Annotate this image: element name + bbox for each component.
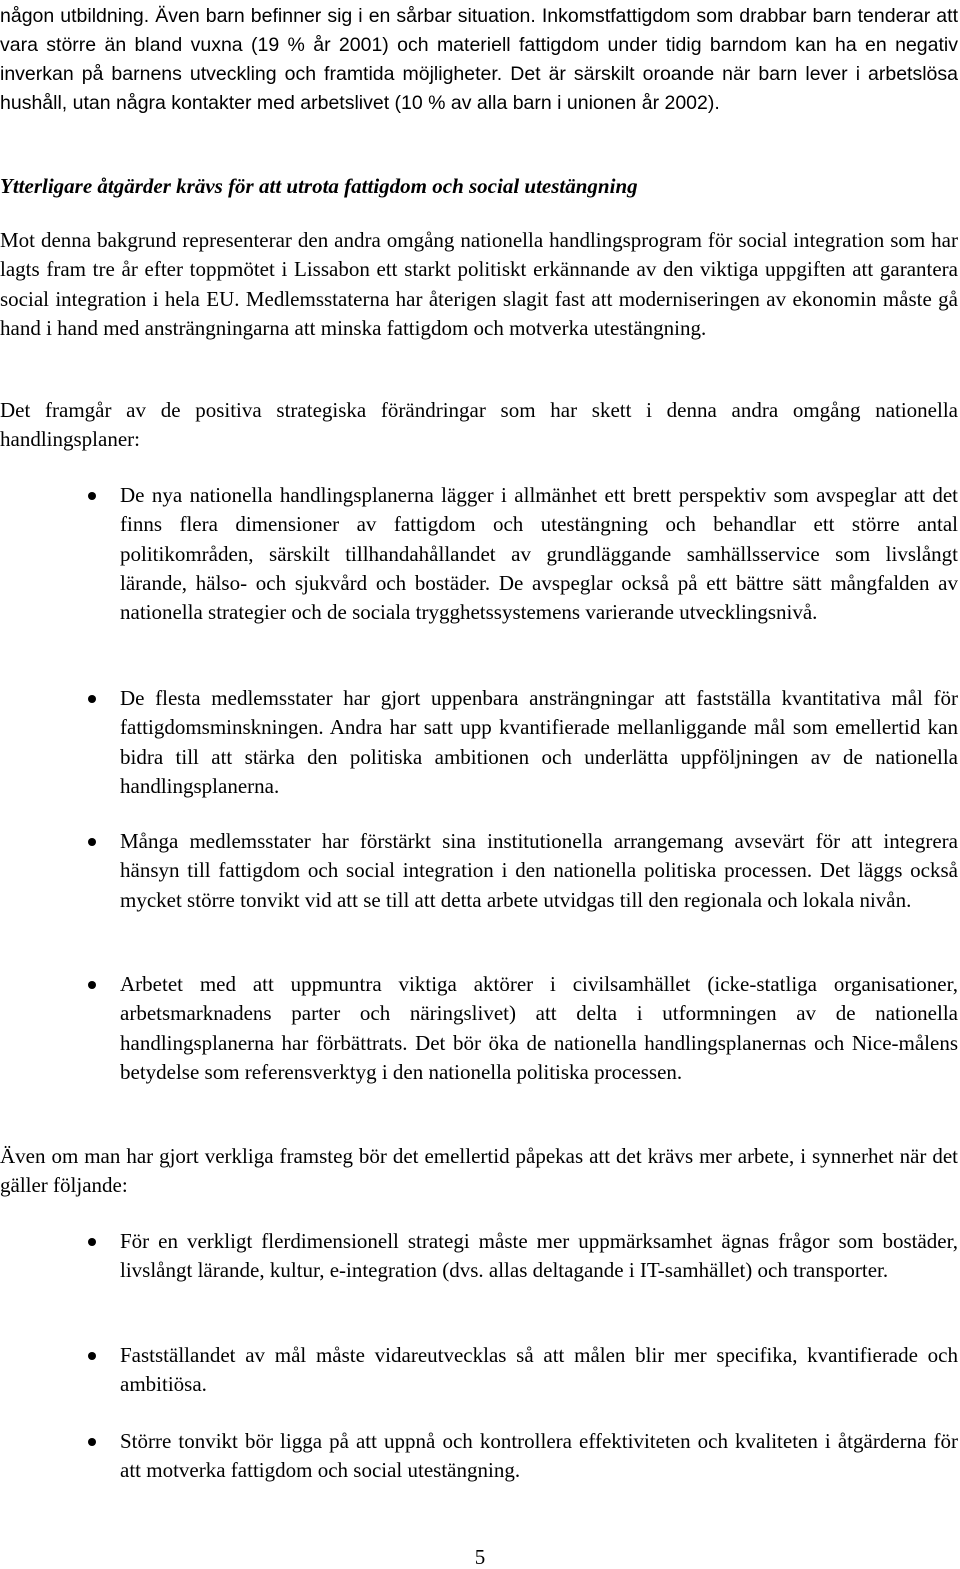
bullet-icon <box>88 981 96 989</box>
list-item <box>120 827 958 915</box>
paragraph-2-block <box>0 396 958 455</box>
paragraph-1: Mot denna bakgrund representerar den andra omgång nationella handlingsprogram för social integration som har lagts fram tre år efter toppmötet i Lissabon ett starkt politiskt erkännande av den viktiga uppgiften att garantera social integration i hela EU. Medlemsstaterna har återigen slagit fast att moderniseringen av ekonomin måste gå hand i hand med ansträngningarna att minska fattigdom och motverka utestängning. <box>0 228 958 340</box>
intro-paragraph-block <box>0 2 958 118</box>
paragraph-2: Det framgår av de positiva strategiska förändringar som har skett i denna andra omgång nationella handlingsplaner: <box>0 398 958 452</box>
list-item-text: De flesta medlemsstater har gjort uppenbara ansträngningar att fastställa kvantitativa mål för fattigdomsminskningen. Andra har satt upp kvantifierade mellanliggande mål som emellertid kan bidra till att stärka den politiska ambitionen och underlätta uppföljningen av de nationella handlingsplanerna. <box>120 686 958 798</box>
section-heading: Ytterligare åtgärder krävs för att utrota fattigdom och social utestängning <box>0 174 638 198</box>
paragraph-3: Även om man har gjort verkliga framsteg bör det emellertid påpekas att det krävs mer arbete, i synnerhet när det gäller följande: <box>0 1144 958 1198</box>
intro-paragraph: någon utbildning. Även barn befinner sig i en sårbar situation. Inkomstfattigdom som drabbar barn tenderar att vara större än bland vuxna (19 % år 2001) och materiell fattigdom under tidig barndom kan ha en negativ inverkan på barnens utveckling och framtida möjligheter. Det är särskilt oroande när barn lever i arbetslösa hushåll, utan några kontakter med arbetslivet (10 % av alla barn i unionen år 2002). <box>0 5 958 114</box>
bullet-icon <box>88 838 96 846</box>
list-item-text: Större tonvikt bör ligga på att uppnå och kontrollera effektiviteten och kvaliteten i åtgärderna för att motverka fattigdom och social utestängning. <box>120 1429 958 1483</box>
list-item-text: För en verkligt flerdimensionell strategi måste mer uppmärksamhet ägnas frågor som bostäder, livslångt lärande, kultur, e-integration (dvs. allas deltagande i IT-samhället) och transporter. <box>120 1229 958 1283</box>
paragraph-1-block <box>0 226 958 343</box>
bullet-icon <box>88 492 96 500</box>
paragraph-3-block <box>0 1142 958 1201</box>
list-item <box>120 1427 958 1486</box>
page-number: 5 <box>474 1545 486 1569</box>
bullet-icon <box>88 695 96 703</box>
list-item <box>120 1227 958 1286</box>
list-item <box>120 1341 958 1400</box>
bullet-icon <box>88 1352 96 1360</box>
list-item-text: De nya nationella handlingsplanerna lägger i allmänhet ett brett perspektiv som avspeglar att det finns flera dimensioner av fattigdom och utestängning och behandlar ett större antal politikområden, särskilt tillhandahållandet av grundläggande samhällsservice som livslångt lärande, hälso- och sjukvård och bostäder. De avspeglar också på ett bättre sätt mångfalden av nationella strategier och de sociala trygghetssystemens varierande utvecklingsnivå. <box>120 483 958 625</box>
bullet-icon <box>88 1438 96 1446</box>
list-item <box>120 684 958 801</box>
list-item <box>120 970 958 1087</box>
list-item <box>120 481 958 627</box>
list-item-text: Många medlemsstater har förstärkt sina institutionella arrangemang avsevärt för att integrera hänsyn till fattigdom och social integration i den nationella politiska processen. Det läggs också mycket större tonvikt vid att se till att detta arbete utvidgas till den regionala och lokala nivån. <box>120 829 958 912</box>
bullet-icon <box>88 1238 96 1246</box>
list-item-text: Arbetet med att uppmuntra viktiga aktörer i civilsamhället (icke-statliga organisationer, arbetsmarknadens parter och näringslivet) att delta i utformningen av de nationella handlingsplanerna har förbättrats. Det bör öka de nationella handlingsplanernas och Nice-målens betydelse som referensverktyg i den nationella politiska processen. <box>120 972 958 1084</box>
list-item-text: Fastställandet av mål måste vidareutvecklas så att målen blir mer specifika, kvantifierade och ambitiösa. <box>120 1343 958 1397</box>
